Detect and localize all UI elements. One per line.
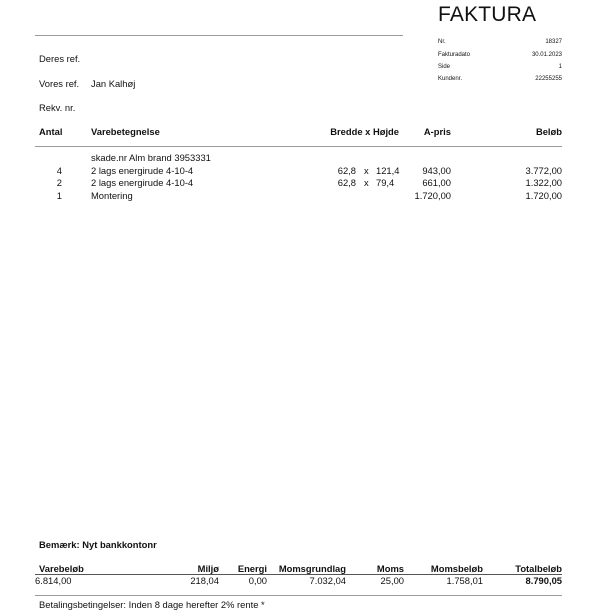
row-apris: 943,00: [422, 165, 451, 176]
address-divider: [35, 35, 403, 36]
totals-header-moms: Moms: [376, 563, 404, 574]
row-beloeb: 1.322,00: [525, 177, 562, 188]
row-bredde: 62,8: [337, 165, 356, 176]
totals-header-momsbeloeb: Momsbeløb: [430, 563, 483, 574]
meta-value-nr: 18327: [545, 39, 562, 45]
col-header-maal: Bredde x Højde: [330, 126, 399, 137]
row-hoejde: 79,4: [376, 177, 395, 188]
row-x: x: [364, 165, 369, 176]
vores-ref-value: Jan Kalhøj: [91, 78, 136, 89]
col-header-apris: A-pris: [423, 126, 451, 137]
row-bredde: 62,8: [337, 177, 356, 188]
remark: Bemærk: Nyt bankkontonr: [39, 539, 157, 550]
table-header-divider: [35, 146, 562, 147]
totals-value-momsbeloeb: 1.758,01: [446, 575, 483, 586]
meta-value-side: 1: [558, 64, 562, 70]
meta-label-side: Side: [438, 64, 451, 70]
table-note-line: skade.nr Alm brand 3953331: [91, 152, 211, 163]
deres-ref-label: Deres ref.: [39, 53, 81, 64]
col-header-beloeb: Beløb: [535, 126, 562, 137]
footer-divider: [35, 595, 562, 596]
col-header-varebetegnelse: Varebetegnelse: [91, 126, 160, 137]
row-x: x: [364, 177, 369, 188]
totals-header-miljoe: Miljø: [197, 563, 219, 574]
vores-ref-label: Vores ref.: [39, 78, 80, 89]
document-title: FAKTURA: [438, 3, 537, 26]
row-antal: 4: [56, 165, 62, 176]
meta-label-nr: Nr.: [438, 39, 446, 45]
totals-header-momsgrundlag: Momsgrundlag: [278, 563, 346, 574]
row-antal: 2: [56, 177, 62, 188]
totals-header-vare: Varebeløb: [39, 563, 84, 574]
row-text: 2 lags energirude 4-10-4: [91, 177, 194, 188]
meta-label-fakturadato: Fakturadato: [438, 52, 471, 58]
totals-value-momsgrundlag: 7.032,04: [309, 575, 346, 586]
row-apris: 1.720,00: [414, 190, 451, 201]
totals-value-miljoe: 218,04: [190, 575, 219, 586]
totals-value-moms: 25,00: [380, 575, 404, 586]
row-text: 2 lags energirude 4-10-4: [91, 165, 194, 176]
totals-value-total: 8.790,05: [525, 575, 562, 586]
row-beloeb: 1.720,00: [525, 190, 562, 201]
totals-value-vare: 6.814,00: [35, 575, 72, 586]
rekv-nr-label: Rekv. nr.: [39, 102, 76, 113]
row-antal: 1: [56, 190, 62, 201]
row-beloeb: 3.772,00: [525, 165, 562, 176]
meta-value-fakturadato: 30.01.2023: [531, 52, 562, 58]
row-hoejde: 121,4: [376, 165, 400, 176]
meta-value-kundenr: 22255255: [535, 76, 562, 82]
totals-value-energi: 0,00: [248, 575, 267, 586]
meta-label-kundenr: Kundenr.: [438, 76, 463, 82]
row-text: Montering: [91, 190, 133, 201]
totals-header-total: Totalbeløb: [515, 563, 562, 574]
col-header-antal: Antal: [39, 126, 63, 137]
payment-terms: Betalingsbetingelser: Inden 8 dage herefter 2% rente *: [39, 599, 265, 610]
totals-header-energi: Energi: [237, 563, 267, 574]
row-apris: 661,00: [422, 177, 451, 188]
